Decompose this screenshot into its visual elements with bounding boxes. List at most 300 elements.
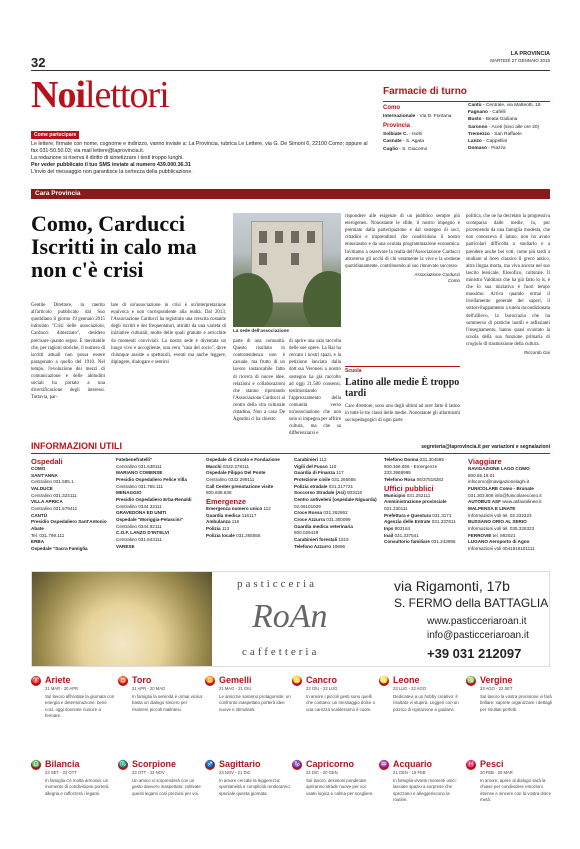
info-line — [468, 513, 550, 520]
pharmacy-heading: Provincia — [383, 123, 411, 130]
info-line — [384, 533, 464, 540]
horoscope-sign-dates: 23 NOV - 21 DIC — [219, 770, 251, 775]
horoscope-sign-name: Acquario — [393, 759, 433, 769]
pharmacy-label: Casnate — [383, 139, 402, 145]
info-line — [116, 530, 202, 537]
pharmacy-label: Fagnano — [468, 110, 488, 116]
horoscope-sign-dates: 21 GEN - 19 FEB — [393, 770, 426, 775]
info-value: 031.243896 — [429, 539, 456, 545]
sagittario-icon: ♐ — [205, 761, 215, 768]
info-value: Centralino 031.843111 — [116, 536, 162, 542]
info-line — [31, 486, 111, 493]
info-line — [116, 544, 202, 551]
ad-email-link[interactable]: info@pasticceriaroan.it — [427, 630, 529, 641]
pharmacy-line — [468, 131, 550, 138]
info-line — [294, 470, 380, 477]
info-line — [468, 493, 550, 500]
article-signature-city: Como — [447, 277, 460, 283]
info-value: 117 — [335, 470, 344, 476]
info-value: 803164 — [393, 525, 411, 531]
article-headline: Como, Carducci Iscritti in calo ma non c'è crisi — [31, 211, 197, 283]
ad-address-street: via Rigamonti, 17b — [394, 578, 510, 594]
useful-info-title: INFORMAZIONI UTILI — [31, 441, 122, 451]
info-value: 800.638.638 — [206, 490, 232, 496]
info-line — [384, 457, 464, 477]
horoscope-sign-capricorno — [292, 760, 378, 840]
horoscope-sign-dates: 23 OTT - 22 NOV — [132, 770, 165, 775]
info-line — [116, 490, 202, 497]
info-value: 02.66101029 — [294, 503, 321, 509]
horoscope-sign-text: In amore i piccoli gesti sono quelli che contano: un messaggio dolce o una carezza scalderanno il cuore. — [306, 694, 376, 712]
info-line — [384, 506, 464, 513]
horoscope-sign-cancro — [292, 676, 378, 756]
newspaper-brand: LA PROVINCIA — [510, 51, 550, 57]
info-value: Centralino 031.324111 — [31, 492, 77, 498]
pharmacy-line — [468, 102, 550, 109]
info-line — [384, 499, 464, 506]
pharmacies-col-1 — [383, 102, 463, 153]
article-signature: Associazione Carducci — [414, 271, 460, 277]
participate-text-4: L'invio del messaggio non garantisce la certezza della pubblicazione. — [31, 168, 193, 175]
info-value: www.asfautolinee.it — [500, 499, 542, 505]
horoscope-sign-toro — [118, 676, 204, 756]
info-line — [294, 537, 380, 544]
horoscope-sign-text: Le amicizie saranno protagoniste: un confronto inaspettato porterà idee nuove e stimolanti. — [219, 694, 291, 712]
pharmacy-label: Cantù — [468, 103, 482, 108]
info-label: Protezione civile — [294, 476, 331, 482]
horoscope-sign-dates: 21 APR - 20 MAG — [132, 686, 166, 691]
horoscope-sign-text: Dedicatevi a un hobby creativo: il risultato vi stupirà. Leggeri con un pizzico di ispirazione a guidarvi. — [393, 694, 459, 712]
section-title — [31, 76, 169, 114]
info-value: Informazioni voli tel. 02.232323 — [468, 512, 532, 518]
info-label: Ospedale "Moriggia-Pelascini" — [116, 516, 183, 522]
horoscope-sign-sagittario — [205, 760, 291, 840]
pharmacy-value: - Piazza — [486, 146, 506, 152]
school-body: Caro direttore, sono uno degli ultimi ad aver fatto il latino in tutte le tre classi delle medie. Nonostante gli allarmismi sociopedagogici di ogni parte — [345, 404, 460, 424]
section-title-noi: Noi — [31, 74, 85, 116]
how-to-participate — [31, 131, 374, 176]
horoscope-sign-leone — [379, 676, 465, 756]
horoscope-sign-name: Ariete — [45, 675, 71, 685]
info-value: Centralino 0344.92111 — [116, 523, 162, 529]
info-label: Telefono Rosa — [384, 476, 416, 482]
pesci-icon: ♓ — [466, 761, 476, 768]
info-value: infocomo@navigazionelaghi.it — [468, 479, 530, 485]
info-label: Polizia locale — [206, 532, 235, 538]
gemelli-icon: ♊ — [205, 677, 215, 684]
info-label: VALDUCE — [31, 485, 53, 491]
info-line — [294, 517, 380, 524]
info-label: Centro antiveleni (ospedale Niguarda) — [294, 496, 377, 502]
info-col-numeri — [294, 457, 380, 550]
pharmacy-value: - S. Giacomo — [397, 146, 428, 152]
info-line — [31, 519, 111, 532]
ariete-icon: ♈ — [31, 677, 41, 684]
info-label: Ospedale Filippo Del Ponte — [206, 470, 266, 476]
info-line — [31, 533, 111, 540]
article-col-5-block — [345, 213, 460, 283]
info-label: Polizia stradale — [294, 483, 328, 489]
info-value: 031.300099 — [324, 516, 351, 522]
info-line — [31, 506, 111, 513]
info-value: 113 — [220, 525, 230, 531]
horoscope-sign-name: Sagittario — [219, 759, 261, 769]
advertisement[interactable] — [31, 571, 550, 667]
pharmacy-line — [468, 116, 550, 123]
article-col-3: parte di una comunità. Questo risultato in controtendenza non è casuale, ma frutto di un lavoro instancabile fatto di ricerca di nuove idee, relazioni e collaborazioni che stanno riportando l'Associazione Carducci al centro della vita culturale cittadina. Non a caso De Agostini ci ha chiesto — [233, 339, 285, 423]
horoscope-sign-text: In famiglia c'è molta armonia: un momento di condivisione porterà allegria e rafforzerà i legami. — [45, 778, 109, 796]
pharmacy-label: Busto — [468, 117, 482, 123]
info-value: Centralino 031.579411 — [31, 505, 78, 511]
info-line — [116, 457, 202, 464]
info-value: 112 — [318, 457, 327, 462]
window-shape — [259, 253, 267, 265]
info-value: 800.029449 — [294, 530, 319, 536]
info-label: Ospedale "Sacra Famiglia — [31, 545, 88, 551]
pharmacy-value: - Via D. Fontana — [415, 114, 452, 119]
info-label: Fatebenefratelli" — [116, 457, 153, 462]
horoscope-sign-dates: 23 SET - 22 OTT — [45, 770, 77, 775]
info-line — [294, 490, 380, 497]
info-label: MENAGGIO — [116, 490, 142, 496]
info-label: MARIANO COMENSE — [116, 470, 163, 476]
info-value: 118 — [230, 519, 240, 525]
info-line — [206, 497, 292, 506]
useful-info-contact: segreteria@laprovincia.it per variazioni e segnalazioni — [421, 444, 550, 450]
info-label: SANT'ANNA — [31, 472, 58, 478]
ad-website-link[interactable]: www.pasticceriaroan.it — [427, 616, 527, 627]
horoscope-sign-dates: 23 AGO - 22 SET — [480, 686, 513, 691]
info-line — [206, 513, 292, 520]
window-shape — [291, 253, 299, 265]
info-line — [294, 544, 380, 551]
info-label: COMO — [31, 466, 46, 471]
pharmacy-line — [468, 138, 550, 145]
horoscope-sign-name: Scorpione — [132, 759, 177, 769]
info-line — [468, 539, 550, 546]
participate-tag: Come partecipare — [31, 131, 79, 139]
school-tag: Scuola — [345, 366, 460, 374]
section-bar: Cara Provincia — [31, 189, 550, 199]
info-line — [294, 497, 380, 510]
pharmacy-value: - Cafelli — [488, 110, 506, 116]
horoscope-sign-dates: 23 LUG - 22 AGO — [393, 686, 427, 691]
horoscope-sign-text: Sul lavoro la vostra precisione vi farà brillare: saprete organizzare i dettagli per risultati perfetti. — [480, 694, 552, 712]
info-line — [31, 513, 111, 520]
info-line — [31, 466, 111, 473]
horoscope-sign-name: Pesci — [480, 759, 504, 769]
article-col-6: politica, che ne ha decretato la progressiva scomparsa dalle medie, in, pur provenendo da una famiglia modesta, che non conosceva il latino, non ho avuto particolari difficoltà a studiarlo e a prendere anche bei voti, come più tardi a studiare al liceo classico il greco antico, altra lingua morta, ma viva ancora nel suo lascito lessicale, filosofico, culturale. Il ministro Valditara che ha già fatto lo is, è che lo sua iniziativa è fuori tempo massimo. Arriva quando ormai il livellamento generale dei saperi, il sottosviluppamento a tutela incondizionata dell'allievo, la burocrazia che ha sommerso di pratiche inutili e asfissianti l'insegnamento, hanno quasi svuotato la scuola della sua funzione primaria di crogiolo di trasmissione della cultura. — [466, 214, 550, 347]
info-value: 031.303.608 info@funicolarecomo.it — [468, 492, 542, 498]
info-value: 06/37518282 — [415, 476, 444, 482]
info-value: 112 — [262, 505, 271, 511]
horoscope-sign-pesci — [466, 760, 552, 840]
info-label: Polizia — [206, 525, 221, 531]
horoscope-sign-text: Un amico vi sorprenderà con un gesto davvero inaspettato: coltivate questi legami così preziosi per voi. — [132, 778, 201, 796]
ad-address-city: S. FERMO della BATTAGLIA — [394, 596, 549, 610]
info-label: Vigili del Fuoco — [294, 463, 328, 469]
horoscope-sign-scorpione — [118, 760, 204, 840]
pharmacy-heading: Como — [383, 105, 400, 111]
info-value: 0332.278111 — [221, 463, 249, 469]
info-label: Prefettura e Questura — [384, 512, 431, 518]
info-label: FUNICOLARE Como - Brunate — [468, 485, 534, 491]
info-line — [31, 479, 111, 486]
info-label: Agenzia delle Entrate — [384, 519, 431, 525]
info-value: 031.230111 — [384, 505, 408, 511]
info-value: 031.265555 — [330, 476, 356, 482]
window-shape — [307, 231, 315, 243]
header-rule — [31, 70, 550, 71]
pharmacy-label: Saronno — [468, 124, 488, 130]
info-line — [116, 484, 202, 491]
info-line — [116, 470, 202, 477]
article-col-6-block — [466, 213, 550, 356]
info-value: Centralino 031.638111 — [116, 463, 162, 469]
info-label: Presidio Ospedaliero Erba-Renaldi — [116, 496, 192, 502]
info-line — [384, 526, 464, 533]
info-line — [384, 539, 464, 546]
horoscope-sign-name: Vergine — [480, 675, 513, 685]
info-heading: Uffici pubblici — [384, 483, 434, 493]
pharmacy-line — [468, 145, 550, 152]
pharmacy-line — [383, 122, 463, 131]
horoscope-sign-dates: 21 MAG - 21 GIU — [219, 686, 252, 691]
info-label: CANTÙ — [31, 512, 48, 518]
info-line — [206, 526, 292, 533]
section-title-lettori: lettori — [85, 74, 169, 116]
info-label: C.O.F. LANZO D'INTELVI — [116, 530, 170, 536]
info-value: Tel. 031.799.111 — [31, 532, 65, 538]
horoscope-sign-text: In amore, aprire al dialogo sarà la chiave per condividere emozioni intense e sincere con la vostra dolce metà. — [480, 778, 552, 803]
leone-icon: ♌ — [379, 677, 389, 684]
info-label: LUGANO Aeroporto di Agno — [468, 539, 530, 545]
pharmacies-col-2 — [468, 102, 550, 152]
pharmacy-value: - Centrale, via Matteotti, 18 — [481, 103, 541, 108]
info-label: Ambulanza — [206, 519, 231, 525]
school-headline: Latino alle medie È troppo tardi — [345, 377, 460, 399]
info-line — [384, 519, 464, 526]
info-label: Croce Rossa — [294, 510, 323, 516]
info-line — [468, 526, 550, 533]
info-value: 803116 — [345, 490, 363, 496]
horoscope-sign-text: Sul lavoro, decisioni ponderate apriranno strade nuove per voi: usate logica e calma per scegliere. — [306, 778, 374, 796]
horoscope-sign-text: In famiglia vivrete momenti unici: lasciate spazio a sorprese che spezzano e alleggeriscono la routine. — [393, 778, 457, 803]
horoscope-sign-name: Toro — [132, 675, 152, 685]
pharmacy-label: Lanzo — [468, 138, 482, 144]
info-value: 19696 — [331, 543, 346, 549]
pharmacy-value: - San Raffaele — [489, 131, 522, 137]
info-line — [384, 484, 464, 493]
info-label: Inail — [384, 532, 394, 538]
participate-text-2: La redazione si riserva il diritto di sintetizzare i testi troppo lunghi. — [31, 155, 184, 161]
pharmacy-value: - Cappellini — [481, 138, 508, 144]
info-line — [31, 499, 111, 506]
info-label: VARESE — [116, 543, 135, 549]
info-label: ERBA — [31, 539, 45, 545]
pharmacy-value: - Beata Giuliana — [481, 117, 518, 123]
info-label: Inps — [384, 525, 394, 531]
ad-phone: +39 031 212097 — [427, 646, 522, 661]
article-col-2: lare di un'associazione in crisi è un'interpretazione equivoca e non corrispondente alla realtà. Dal 2013, l'Associazione Carducci ha registrato una crescita costante degli iscritti e dei frequentatori, attratti da una varietà di iniziative culturali, molte delle quali gratuite e arricchite da momenti conviviali. La nostra sede è diventata un luogo vivo e accogliente, una vera "casa del socio", dove chiunque assiste a spettacoli, eventi ma anche leggere, dipingere, dialogare e sentirsi — [111, 303, 226, 365]
info-value: 116117 — [240, 512, 257, 518]
info-line — [294, 524, 380, 531]
info-line — [468, 519, 550, 526]
info-col-ospedali — [31, 457, 111, 553]
info-line — [31, 539, 111, 546]
info-label: Amministrazione provinciale — [384, 499, 447, 505]
cancro-icon: ♋ — [292, 677, 302, 684]
horoscope-sign-vergine — [466, 676, 552, 756]
info-line — [468, 457, 550, 466]
info-line — [31, 473, 111, 480]
info-line — [294, 477, 380, 484]
page-number: 32 — [31, 55, 46, 70]
info-value: Centralino 0344.33111 — [116, 503, 162, 509]
info-value: 031.304585 - 800.166.656 - Emergenze 333.3968995 — [384, 457, 447, 476]
horoscope-sign-dates: 22 DIC - 20 GEN — [306, 770, 338, 775]
pharmacy-line — [383, 113, 463, 120]
info-value: 800.55.18.01 — [468, 472, 495, 478]
capricorno-icon: ♑ — [292, 761, 302, 768]
info-line — [206, 477, 292, 484]
info-value: 031.337541 — [393, 532, 419, 538]
info-line — [294, 530, 380, 537]
info-heading: Emergenze — [206, 496, 247, 506]
info-line — [206, 470, 292, 477]
article-col-4: di aprire una sala raccolta delle sue opere. La Rai ha cercato i nostri spazi, e la petizione lanciata dalla dott.ssa Veronesi a nostro sostegno ha già raccolto ad oggi 21.500 consensi, testimoniando l'apprezzamento della comunità verso un'associazione che non solo si impegna per offrire cultura, ma che sa differenziarsi e — [289, 339, 341, 437]
info-value: 031.265555 — [234, 532, 261, 538]
article-col-1: Gentile Direttore, in merito all'articolo pubblicato dal Suo quotidiano il giorno 19 gennaio 2015 intitolato "Crisi delle associazioni, Carducci dimezzato", desidero precisare quanto segue. È inevitabile che, per ragioni storiche, il numero di iscritti attuali non possa essere paragonato a quello del 1910. Nel tempo, l'evoluzione dei mezzi di comunicazione e delle abitudini sociali ha portato a una diversificazione degli interessi. Tuttavia, par- — [31, 303, 105, 401]
useful-info-rule — [31, 453, 550, 454]
pharmacy-label: Cuglio — [383, 146, 398, 152]
info-value: 031.3171 — [430, 512, 452, 518]
info-line — [294, 457, 380, 464]
info-label: GRAVEDONA ED UNITI — [116, 510, 167, 516]
info-line — [116, 477, 202, 484]
pharmacy-value: - Aceti (sino alle ore 20) — [487, 124, 540, 130]
info-line — [116, 497, 202, 504]
info-label: Ospedale di Circolo e Fondazione Macchi — [206, 457, 280, 469]
info-label: Call Center prenotazione visite — [206, 483, 274, 489]
info-heading: Ospedali — [31, 457, 63, 466]
info-line — [206, 484, 292, 491]
horoscope-sign-gemelli — [205, 676, 291, 756]
pharmacy-line — [383, 138, 463, 145]
info-label: Telefono Donna — [384, 457, 419, 462]
pharmacy-line — [468, 124, 550, 131]
info-label: Municipio — [384, 492, 406, 498]
info-line — [468, 506, 550, 513]
info-col-uffici — [384, 457, 464, 546]
info-line — [206, 490, 292, 497]
info-value: 1515 — [337, 536, 349, 542]
info-label: Presidio Ospedaliero Felice Villa — [116, 476, 187, 482]
info-value: 031.252111 — [405, 492, 431, 498]
photo-caption: La sede dell'associazione — [233, 328, 289, 333]
ad-logo-top: pasticceria — [237, 578, 318, 590]
info-label: Guardia di Finanza — [294, 470, 336, 476]
info-line — [384, 477, 464, 484]
horoscope-sign-name: Cancro — [306, 675, 338, 685]
info-label: NAVIGAZIONE LAGO COMO — [468, 466, 530, 471]
info-line — [116, 504, 202, 511]
pharmacies-title: Farmacie di turno — [383, 86, 550, 102]
info-label: Consultorio familiare — [384, 539, 430, 545]
info-line — [31, 457, 111, 466]
info-col-emergenze — [206, 457, 292, 539]
participate-text-1: Le lettere, firmate con nome, cognome e indirizzo, vanno inviate a: La Provincia, rubrica Le Lettere, via G. De Simoni 6, 22100 Como; oppure al fax 031-50.50.03; via mail lettere@laprovincia.it. — [31, 141, 368, 155]
horoscope-sign-acquario — [379, 760, 465, 840]
info-value: Informazioni voli 0041916101111 — [468, 545, 535, 551]
info-label: Croce Azzurra — [294, 516, 325, 522]
participate-text-3: Per veder pubblicato il tuo SMS inviate al numero 439.000.36.31 — [31, 161, 191, 168]
info-label: FERROVIE — [468, 532, 492, 538]
info-col-viaggiare — [468, 457, 550, 553]
info-label: VILLA APRICA — [31, 499, 63, 505]
info-label: Presidio Ospedaliero Sant'Antonio Abate — [31, 519, 107, 531]
pharmacy-label: Solbiate C. — [383, 132, 408, 138]
info-line — [468, 486, 550, 493]
pharmacy-value: - S. Agata — [401, 139, 425, 145]
info-line — [468, 533, 550, 540]
horoscope-sign-ariete — [31, 676, 117, 756]
info-value: tel. 892021 — [491, 532, 516, 538]
horoscope-sign-name: Capricorno — [306, 759, 355, 769]
scorpione-icon: ♏ — [118, 761, 128, 768]
info-line — [468, 473, 550, 480]
info-label: Guardia medica veterinaria — [294, 523, 353, 529]
info-line — [468, 546, 550, 553]
info-value: Informazioni voli tel. 035.326323 — [468, 525, 535, 531]
info-line — [116, 524, 202, 531]
info-line — [116, 510, 202, 517]
horoscope-sign-text: In amore cercate la leggerezza: spontaneità e complicità renderanno speciale questa giornata. — [219, 778, 290, 796]
horoscope-sign-name: Gemelli — [219, 675, 252, 685]
info-line — [31, 546, 111, 553]
issue-date: MARTEDÌ 27 GENNAIO 2015 — [490, 58, 550, 63]
info-value: 031.337811 — [430, 519, 456, 525]
pharmacy-label: Internazionale — [383, 114, 416, 119]
info-value: 115 — [327, 463, 337, 469]
info-line — [384, 493, 464, 500]
info-label: Carabinieri — [294, 457, 318, 462]
ad-pastry-photo — [32, 572, 212, 667]
window-shape — [291, 231, 299, 243]
horoscope-sign-text: Sul lavoro affrontate la giornata con energia e determinazione: bene così, oggi dovreste riuscire a fermare. — [45, 694, 115, 719]
horoscope-sign-name: Leone — [393, 675, 420, 685]
window-shape — [275, 231, 283, 243]
window-shape — [259, 231, 267, 243]
info-label: Guardia medica — [206, 512, 241, 518]
horoscope-sign-dates: 20 FEB - 20 MAR — [480, 770, 513, 775]
pharmacy-line — [383, 146, 463, 153]
info-label: Telefono Azzurro — [294, 543, 332, 549]
info-label: BUSSANO ORIO AL SERIO — [468, 519, 527, 525]
pharmacy-line — [383, 131, 463, 138]
info-label: AUTOBUS ASF — [468, 499, 501, 505]
info-label: MALPENSA E LINATE — [468, 505, 516, 511]
toro-icon: ♉ — [118, 677, 128, 684]
info-label: Emergenza numero unico — [206, 505, 263, 511]
info-value: Centralino 031.755.111 — [116, 483, 164, 489]
horoscope-sign-dates: 21 MAR - 20 APR — [45, 686, 79, 691]
info-line — [206, 457, 292, 470]
info-label: Soccorso Stradale (Aci) — [294, 490, 346, 496]
association-photo — [233, 213, 341, 327]
bilancia-icon: ♎ — [31, 761, 41, 768]
info-value: Centralino 0332.299111 — [206, 476, 255, 482]
